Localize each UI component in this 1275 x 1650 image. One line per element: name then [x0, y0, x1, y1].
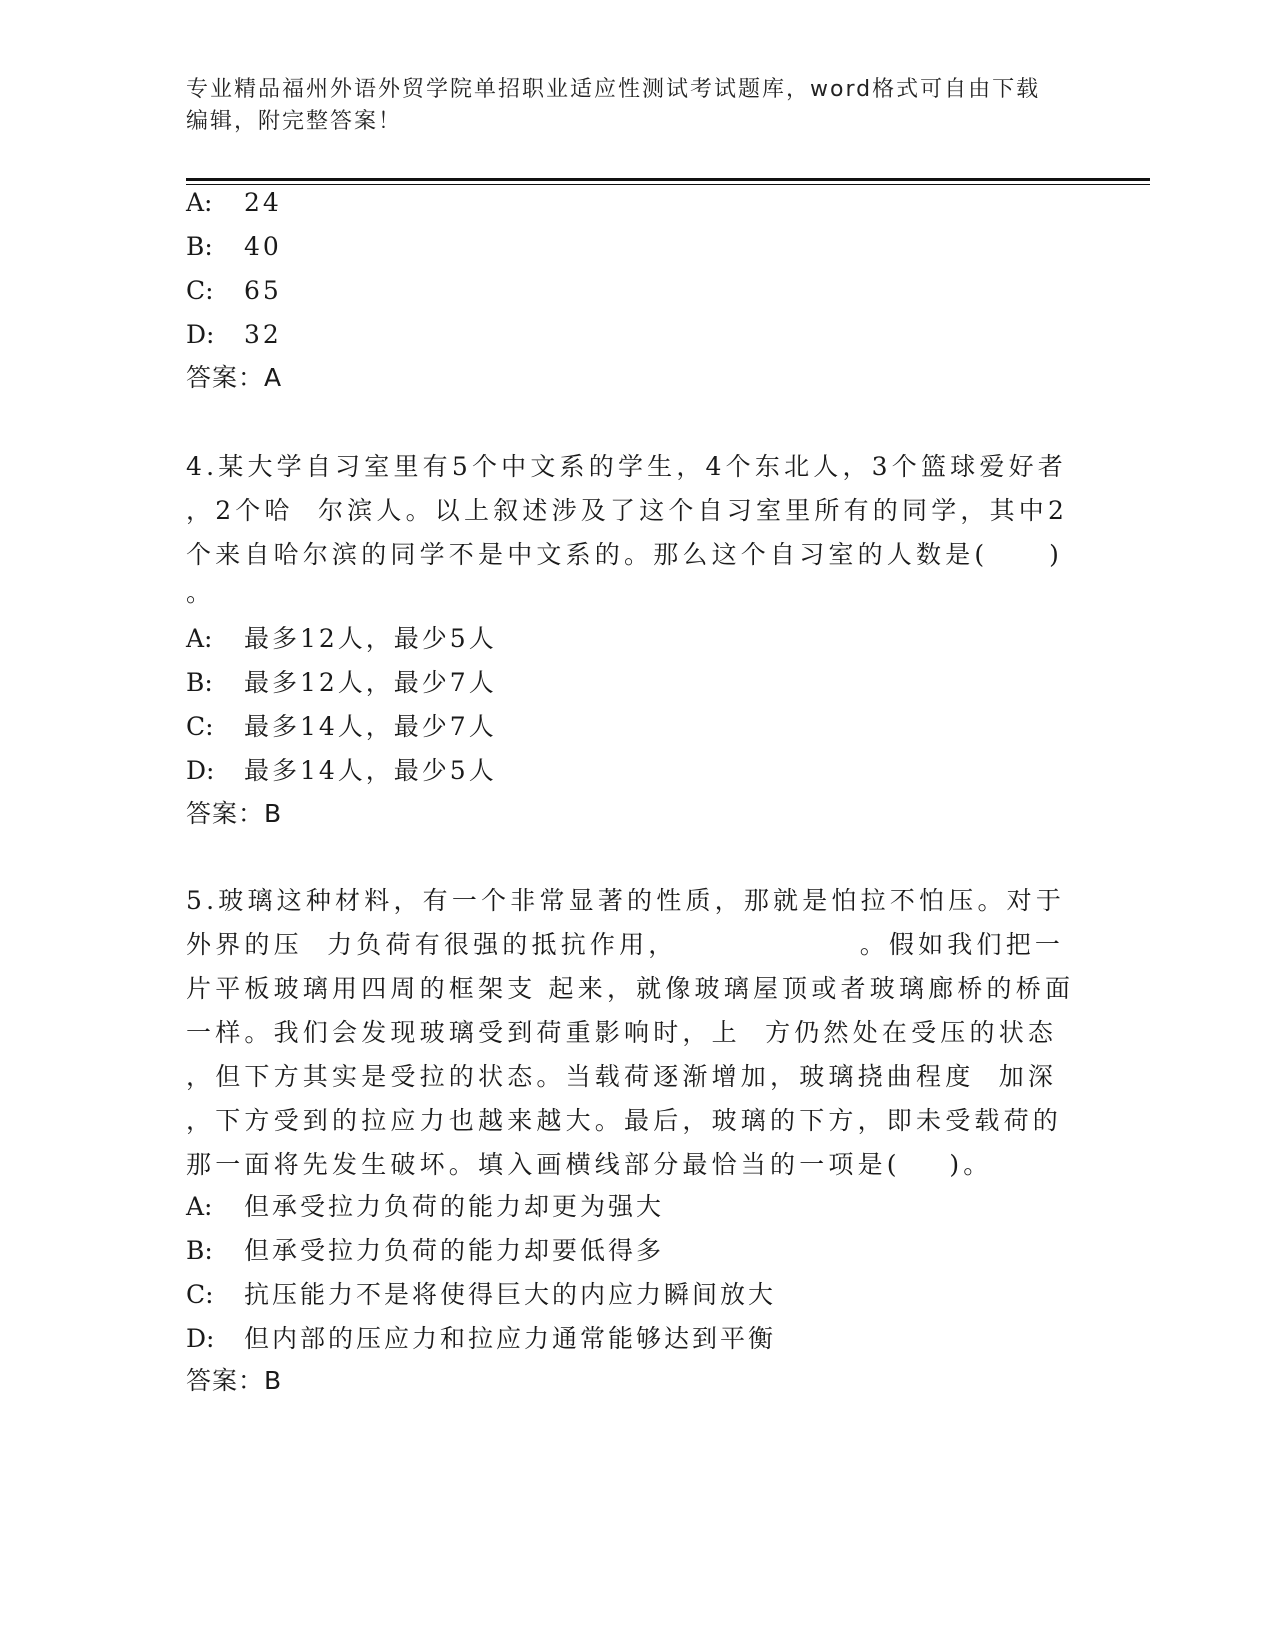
q5-answer: 答案：B: [186, 1366, 283, 1395]
q3-answer: 答案：A: [186, 363, 283, 392]
q4-option-a: [186, 624, 497, 654]
q3-option-b: [186, 232, 282, 262]
q5-stem-line-4: 一样。我们会发现玻璃受到荷重影响时，上 方仍然处在受压的状态: [186, 1018, 1058, 1047]
option-key: D:: [186, 1324, 215, 1353]
q3-option-a: [186, 188, 282, 218]
q5-stem-line-3: 片平板玻璃用四周的框架支 起来，就像玻璃屋顶或者玻璃廊桥的桥面: [186, 974, 1075, 1003]
option-key: C:: [186, 1280, 214, 1309]
q5-stem-line-5: ，但下方其实是受拉的状态。当载荷逐渐增加，玻璃挠曲程度 加深: [186, 1062, 1058, 1091]
header-line-2: 编辑，附完整答案！: [186, 109, 403, 134]
option-key: A:: [186, 624, 213, 653]
q4-stem-line-4: 。: [186, 578, 216, 607]
q5-stem-line-1: 5.玻璃这种材料，有一个非常显著的性质，那就是怕拉不怕压。对于: [186, 886, 1066, 915]
option-text: 最多12人，最少7人: [244, 668, 497, 697]
q5-stem-line-7: 那一面将先发生破坏。填入画横线部分最恰当的一项是( )。: [186, 1150, 993, 1179]
option-text: 最多14人，最少7人: [244, 712, 497, 741]
option-key: D:: [186, 320, 215, 349]
option-key: B:: [186, 232, 213, 261]
q4-option-b: [186, 668, 497, 698]
q5-stem-line-6: ，下方受到的拉应力也越来越大。最后，玻璃的下方，即未受载荷的: [186, 1106, 1063, 1135]
option-text: 40: [244, 232, 282, 261]
q4-stem-line-2: ，2个哈 尔滨人。以上叙述涉及了这个自习室里所有的同学，其中2: [186, 496, 1069, 525]
option-key: B:: [186, 668, 213, 697]
option-text: 但承受拉力负荷的能力却更为强大: [244, 1192, 665, 1221]
header-rule-thick: [186, 178, 1150, 181]
option-text: 65: [244, 276, 282, 305]
q5-option-c: [186, 1280, 776, 1310]
document-header: [186, 74, 1066, 138]
option-key: D:: [186, 756, 215, 785]
q5-option-d: [186, 1324, 776, 1354]
option-text: 24: [244, 188, 282, 217]
q4-option-d: [186, 756, 497, 786]
option-text: 但承受拉力负荷的能力却要低得多: [244, 1236, 665, 1265]
option-text: 32: [244, 320, 282, 349]
option-key: B:: [186, 1236, 213, 1265]
q4-stem-line-1: 4.某大学自习室里有5个中文系的学生，4个东北人，3个篮球爱好者: [186, 452, 1067, 481]
option-key: A:: [186, 188, 213, 217]
q3-option-d: [186, 320, 282, 350]
q5-stem-line-2: 外界的压 力负荷有很强的抵抗作用， 。假如我们把一: [186, 930, 1065, 959]
option-text: 最多12人，最少5人: [244, 624, 497, 653]
q4-answer: 答案：B: [186, 799, 283, 828]
q3-option-c: [186, 276, 282, 306]
q5-option-a: [186, 1192, 664, 1222]
option-text: 但内部的压应力和拉应力通常能够达到平衡: [244, 1324, 777, 1353]
option-key: C:: [186, 712, 214, 741]
header-rule-thin: [186, 184, 1150, 185]
q4-option-c: [186, 712, 497, 742]
q4-stem-line-3: 个来自哈尔滨的同学不是中文系的。那么这个自习室的人数是( ): [186, 540, 1064, 569]
option-text: 抗压能力不是将使得巨大的内应力瞬间放大: [244, 1280, 777, 1309]
option-text: 最多14人，最少5人: [244, 756, 497, 785]
option-key: C:: [186, 276, 214, 305]
header-line-1: 专业精品福州外语外贸学院单招职业适应性测试考试题库，word格式可自由下载: [186, 77, 1041, 102]
option-key: A:: [186, 1192, 213, 1221]
q5-option-b: [186, 1236, 664, 1266]
